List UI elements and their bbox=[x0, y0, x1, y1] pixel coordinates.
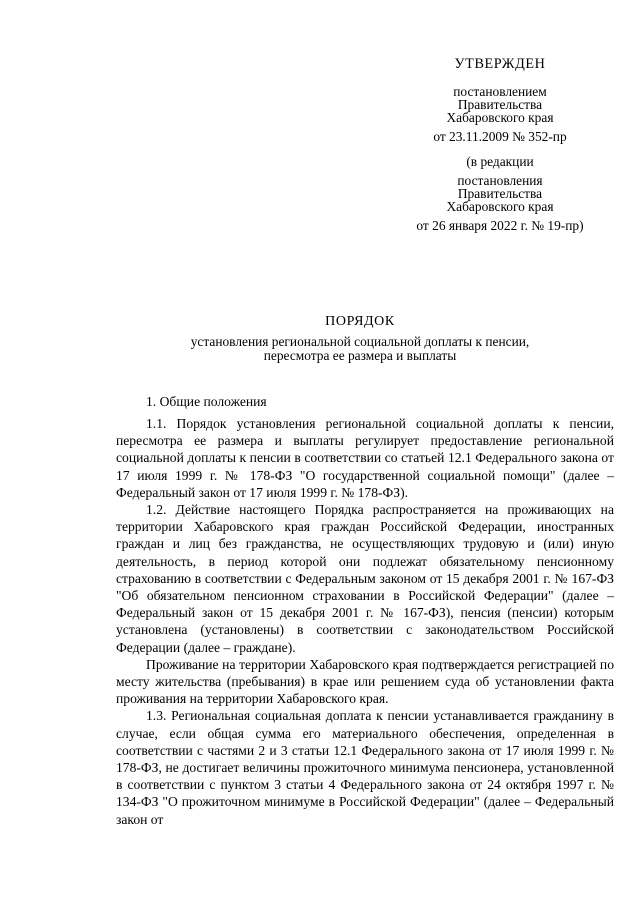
edition-line-4: Хабаровского края bbox=[446, 199, 554, 214]
approval-line-3: Хабаровского края bbox=[446, 110, 554, 125]
edition-line-2: постановления bbox=[457, 173, 543, 188]
approval-heading: УТВЕРЖДЕН bbox=[454, 56, 546, 72]
approval-date: от 23.11.2009 № 352-пр bbox=[433, 129, 567, 144]
paragraph-1-1: 1.1. Порядок установления региональной социальной доплаты к пенсии, пересмотра ее размера и выплаты регулирует предоставление региональной социальной доплаты к пенсии в соответствии со статьей 12.1 Федерального закона от 17 июля 1999 г. № 178-ФЗ "О государственной социальной помощи" (далее – Федеральный закон от 17 июля 1999 г. № 178-ФЗ). bbox=[116, 416, 614, 500]
document-title: ПОРЯДОК bbox=[325, 314, 395, 329]
section-body bbox=[116, 415, 614, 828]
edition-date: от 26 января 2022 г. № 19-пр) bbox=[416, 218, 584, 233]
edition-line-1: (в редакции bbox=[466, 154, 534, 169]
paragraph-1-2: 1.2. Действие настоящего Порядка распространяется на проживающих на территории Хабаровского края граждан Российской Федерации, иностранных граждан и лиц без гражданства, не осуществляющих трудовую и (или) иную деятельность, в период которой они подлежат обязательному пенсионному страхованию в соответствии с Федеральным законом от 15 декабря 2001 г. № 167-ФЗ "Об обязательном пенсионном страховании в Российской Федерации" (далее – Федеральный закон от 15 декабря 2001 г. № 167-ФЗ), пенсия (пенсии) которым установлена (установлены) в соответствии с законодательством Российской Федерации (далее – граждане). bbox=[116, 502, 614, 655]
approval-block bbox=[400, 56, 600, 234]
subtitle-line-2: пересмотра ее размера и выплаты bbox=[263, 348, 457, 363]
paragraph-residence: Проживание на территории Хабаровского края подтверждается регистрацией по месту жительства (пребывания) в крае или решением суда об установлении факта проживания на территории Хабаровского края. bbox=[116, 656, 614, 707]
paragraph-1-3: 1.3. Региональная социальная доплата к пенсии устанавливается гражданину в случае, если общая сумма его материального обеспечения, определенная в соответствии с частями 2 и 3 статьи 12.1 Федерального закона от 17 июля 1999 г. № 178-ФЗ, не достигает величины прожиточного минимума пенсионера, установленной в соответствии с пунктом 3 статьи 4 Федерального закона от 24 октября 1997 г. № 134-ФЗ "О прожиточном минимуме в Российской Федерации" (далее – Федеральный закон от bbox=[116, 708, 614, 827]
document-subtitle bbox=[60, 335, 640, 363]
approval-line-1: постановлением bbox=[453, 84, 547, 99]
section-heading: 1. Общие положения bbox=[146, 394, 267, 409]
edition-line-3: Правительства bbox=[457, 186, 543, 201]
approval-line-2: Правительства bbox=[457, 97, 543, 112]
subtitle-line-1: установления региональной социальной доплаты к пенсии, bbox=[190, 334, 530, 349]
